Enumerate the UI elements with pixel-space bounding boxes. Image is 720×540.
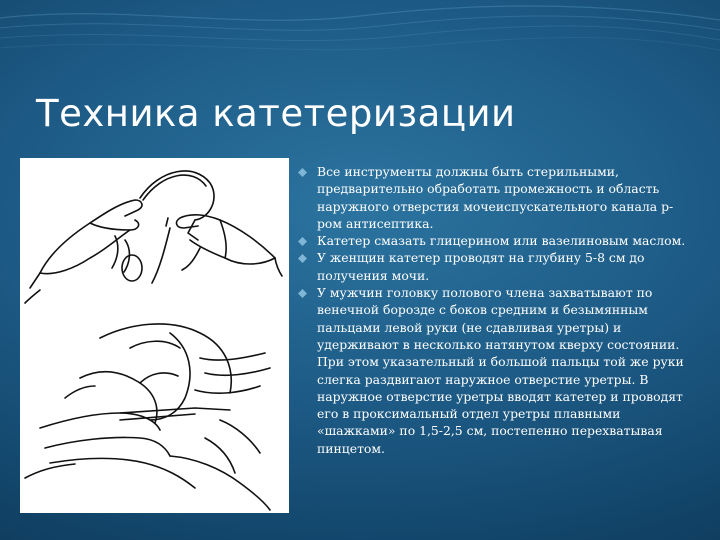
decorative-waves [0, 0, 720, 70]
bullet-diamond-icon [298, 168, 307, 177]
catheterization-hands-drawing-icon [20, 158, 289, 513]
bullet-diamond-icon [298, 254, 307, 263]
bullet-text: Катетер смазать глицерином или вазелиновым маслом. [317, 233, 686, 249]
bullet-text: У женщин катетер проводят на глубину 5-8 см до получения мочи. [317, 250, 645, 283]
bullet-diamond-icon [298, 289, 307, 298]
bullet-item [294, 232, 694, 249]
bullet-item [294, 284, 694, 457]
slide-title: Техника катетеризации [36, 92, 516, 135]
bullet-item [294, 163, 694, 232]
bullet-item [294, 249, 694, 284]
bullet-text: У мужчин головку полового члена захватывают по венечной борозде с боков средним и безымянным пальцами левой руки (не сдавливая уретры) и удерживают в несколько натянутом кверху состоянии. При этом указательный и большой пальцы той же руки слегка раздвигают наружное отверстие уретры. В наружное отверстие уретры вводят катетер и проводят его в проксимальный отдел уретры плавными «шажками» по 1,5-2,5 см, постепенно перехватывая пинцетом. [317, 285, 684, 456]
bullet-text: Все инструменты должны быть стерильными, предварительно обработать промежность и область наружного отверстия мочеиспускательного канала р-ром антисептика. [317, 164, 674, 231]
bullet-list [294, 163, 694, 457]
bullet-diamond-icon [298, 237, 307, 246]
catheterization-illustration [20, 158, 289, 513]
